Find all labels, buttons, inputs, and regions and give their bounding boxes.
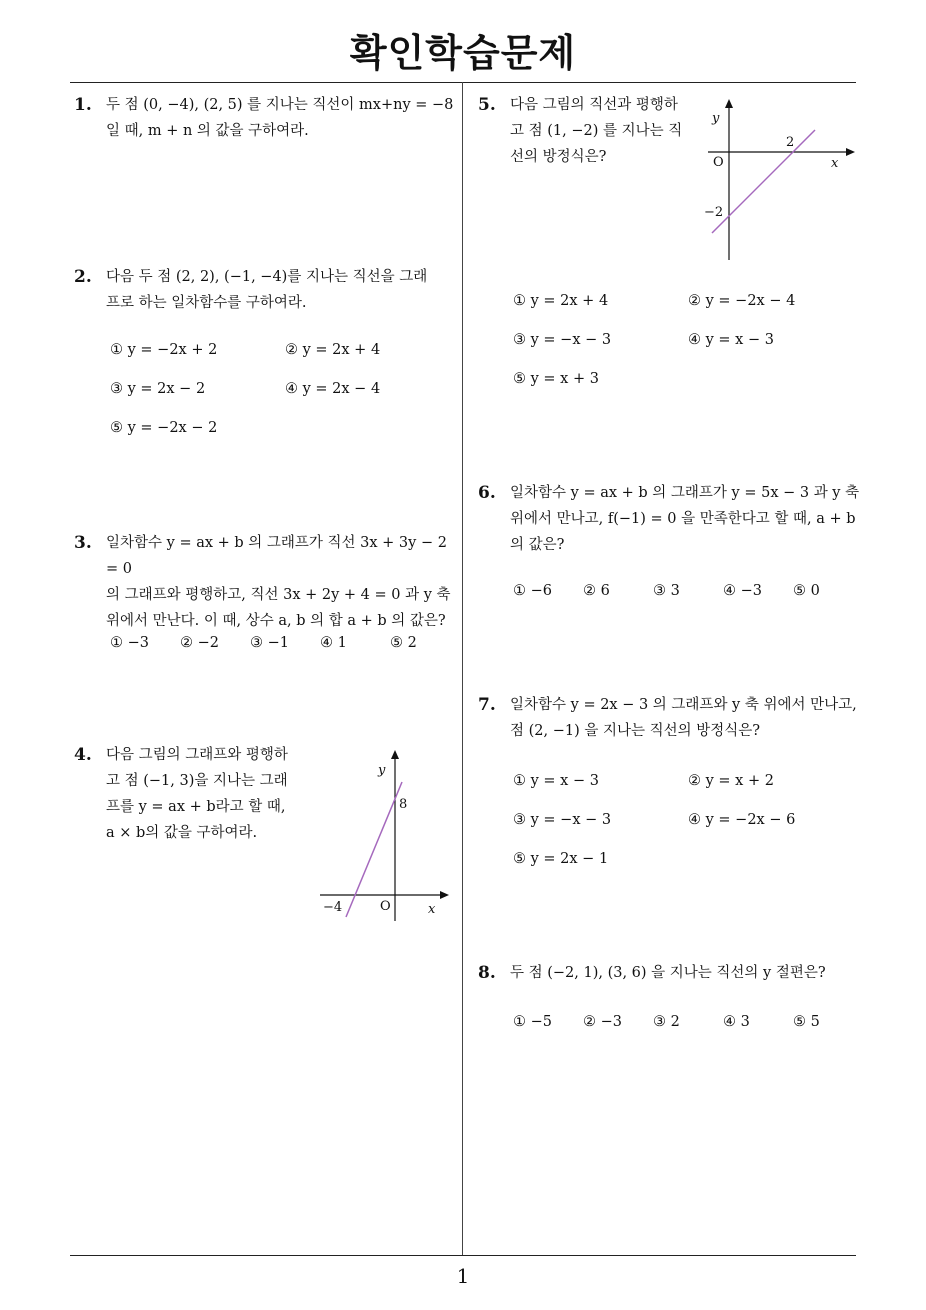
q4-graph-figure [315, 745, 455, 925]
header-rule [70, 82, 856, 83]
question-line: 두 점 (0, −4), (2, 5) 를 지나는 직선이 mx+ny = −8 [106, 97, 454, 113]
question-number: 6. [478, 483, 496, 503]
option-2[interactable]: ② 6 [583, 583, 610, 599]
x-axis-arrow-icon [846, 148, 855, 156]
question-line: 일차함수 y = ax + b 의 그래프가 직선 3x + 3y − 2 = 0 [106, 535, 447, 577]
question-line: 다음 그림의 직선과 평행하 [510, 97, 678, 113]
question-text [510, 692, 857, 744]
option-4[interactable]: ④ y = −2x − 6 [688, 812, 796, 828]
question-line: 점 (2, −1) 을 지나는 직선의 방정식은? [510, 723, 761, 739]
option-1[interactable]: ① y = −2x + 2 [110, 342, 218, 358]
option-2[interactable]: ② y = 2x + 4 [285, 342, 381, 358]
origin-label: O [380, 899, 391, 914]
option-5[interactable]: ⑤ 0 [793, 583, 820, 599]
option-4[interactable]: ④ 3 [723, 1014, 750, 1030]
option-3[interactable]: ③ y = −x − 3 [513, 812, 612, 828]
option-3[interactable]: ③ 2 [653, 1014, 680, 1030]
question-number: 7. [478, 695, 496, 715]
option-3[interactable]: ③ 3 [653, 583, 680, 599]
question-line: 다음 그림의 그래프와 평행하 [106, 747, 288, 763]
q5-graph-figure [700, 95, 860, 265]
question-text [106, 264, 427, 316]
option-5[interactable]: ⑤ 2 [390, 635, 417, 651]
question-line: 프로 하는 일차함수를 구하여라. [106, 295, 307, 311]
question-line: a × b의 값을 구하여라. [106, 825, 258, 841]
option-2[interactable]: ② y = −2x − 4 [688, 293, 796, 309]
question-text [510, 960, 826, 986]
question-line: 일차함수 y = 2x − 3 의 그래프와 y 축 위에서 만나고, [510, 697, 857, 713]
option-1[interactable]: ① −3 [110, 635, 149, 651]
y-axis-arrow-icon [725, 99, 733, 108]
question-text [106, 92, 453, 144]
option-3[interactable]: ③ y = 2x − 2 [110, 381, 206, 397]
question-number: 4. [74, 745, 92, 765]
option-4[interactable]: ④ y = x − 3 [688, 332, 774, 348]
graph-line [346, 782, 402, 917]
option-5[interactable]: ⑤ 5 [793, 1014, 820, 1030]
option-2[interactable]: ② −3 [583, 1014, 622, 1030]
question-text [106, 530, 459, 634]
option-2[interactable]: ② −2 [180, 635, 219, 651]
x-axis-label: x [428, 902, 436, 917]
option-1[interactable]: ① y = x − 3 [513, 773, 599, 789]
question-text [510, 480, 859, 558]
page-number: 1 [456, 1264, 470, 1288]
option-5[interactable]: ⑤ y = 2x − 1 [513, 851, 609, 867]
question-line: 프를 y = ax + b라고 할 때, [106, 799, 286, 815]
question-line: 고 점 (1, −2) 를 지나는 직 [510, 123, 683, 139]
x-axis-label: x [831, 156, 839, 171]
y-axis-label: y [378, 763, 386, 778]
option-3[interactable]: ③ y = −x − 3 [513, 332, 612, 348]
option-5[interactable]: ⑤ y = −2x − 2 [110, 420, 218, 436]
y-intercept-label: −2 [704, 205, 724, 220]
origin-label: O [713, 155, 724, 170]
option-1[interactable]: ① y = 2x + 4 [513, 293, 609, 309]
x-axis-arrow-icon [440, 891, 449, 899]
question-number: 5. [478, 95, 496, 115]
x-intercept-label: −4 [323, 900, 343, 915]
question-text [510, 92, 682, 170]
x-intercept-label: 2 [786, 135, 795, 150]
option-4[interactable]: ④ 1 [320, 635, 347, 651]
question-line: 의 그래프와 평행하고, 직선 3x + 2y + 4 = 0 과 y 축 [106, 587, 451, 603]
y-axis-arrow-icon [391, 750, 399, 759]
footer-rule [70, 1255, 856, 1256]
option-4[interactable]: ④ −3 [723, 583, 762, 599]
y-intercept-label: 8 [399, 797, 408, 812]
option-2[interactable]: ② y = x + 2 [688, 773, 774, 789]
option-5[interactable]: ⑤ y = x + 3 [513, 371, 599, 387]
option-3[interactable]: ③ −1 [250, 635, 289, 651]
question-line: 선의 방정식은? [510, 149, 607, 165]
question-number: 3. [74, 533, 92, 553]
question-text [106, 742, 288, 846]
question-number: 1. [74, 95, 92, 115]
question-line: 고 점 (−1, 3)을 지나는 그래 [106, 773, 288, 789]
page-title: 확인학습문제 [349, 31, 577, 75]
option-4[interactable]: ④ y = 2x − 4 [285, 381, 381, 397]
column-divider [462, 82, 463, 1256]
question-line: 다음 두 점 (2, 2), (−1, −4)를 지나는 직선을 그래 [106, 269, 428, 285]
question-line: 두 점 (−2, 1), (3, 6) 을 지나는 직선의 y 절편은? [510, 965, 826, 981]
question-line: 일차함수 y = ax + b 의 그래프가 y = 5x − 3 과 y 축 [510, 485, 860, 501]
question-line: 일 때, m + n 의 값을 구하여라. [106, 123, 309, 139]
question-number: 8. [478, 963, 496, 983]
question-number: 2. [74, 267, 92, 287]
option-1[interactable]: ① −5 [513, 1014, 552, 1030]
y-axis-label: y [712, 111, 720, 126]
question-line: 의 값은? [510, 537, 565, 553]
option-1[interactable]: ① −6 [513, 583, 552, 599]
graph-line [712, 130, 815, 233]
question-line: 위에서 만난다. 이 때, 상수 a, b 의 합 a + b 의 값은? [106, 613, 446, 629]
question-line: 위에서 만나고, f(−1) = 0 을 만족한다고 할 때, a + b [510, 511, 856, 527]
